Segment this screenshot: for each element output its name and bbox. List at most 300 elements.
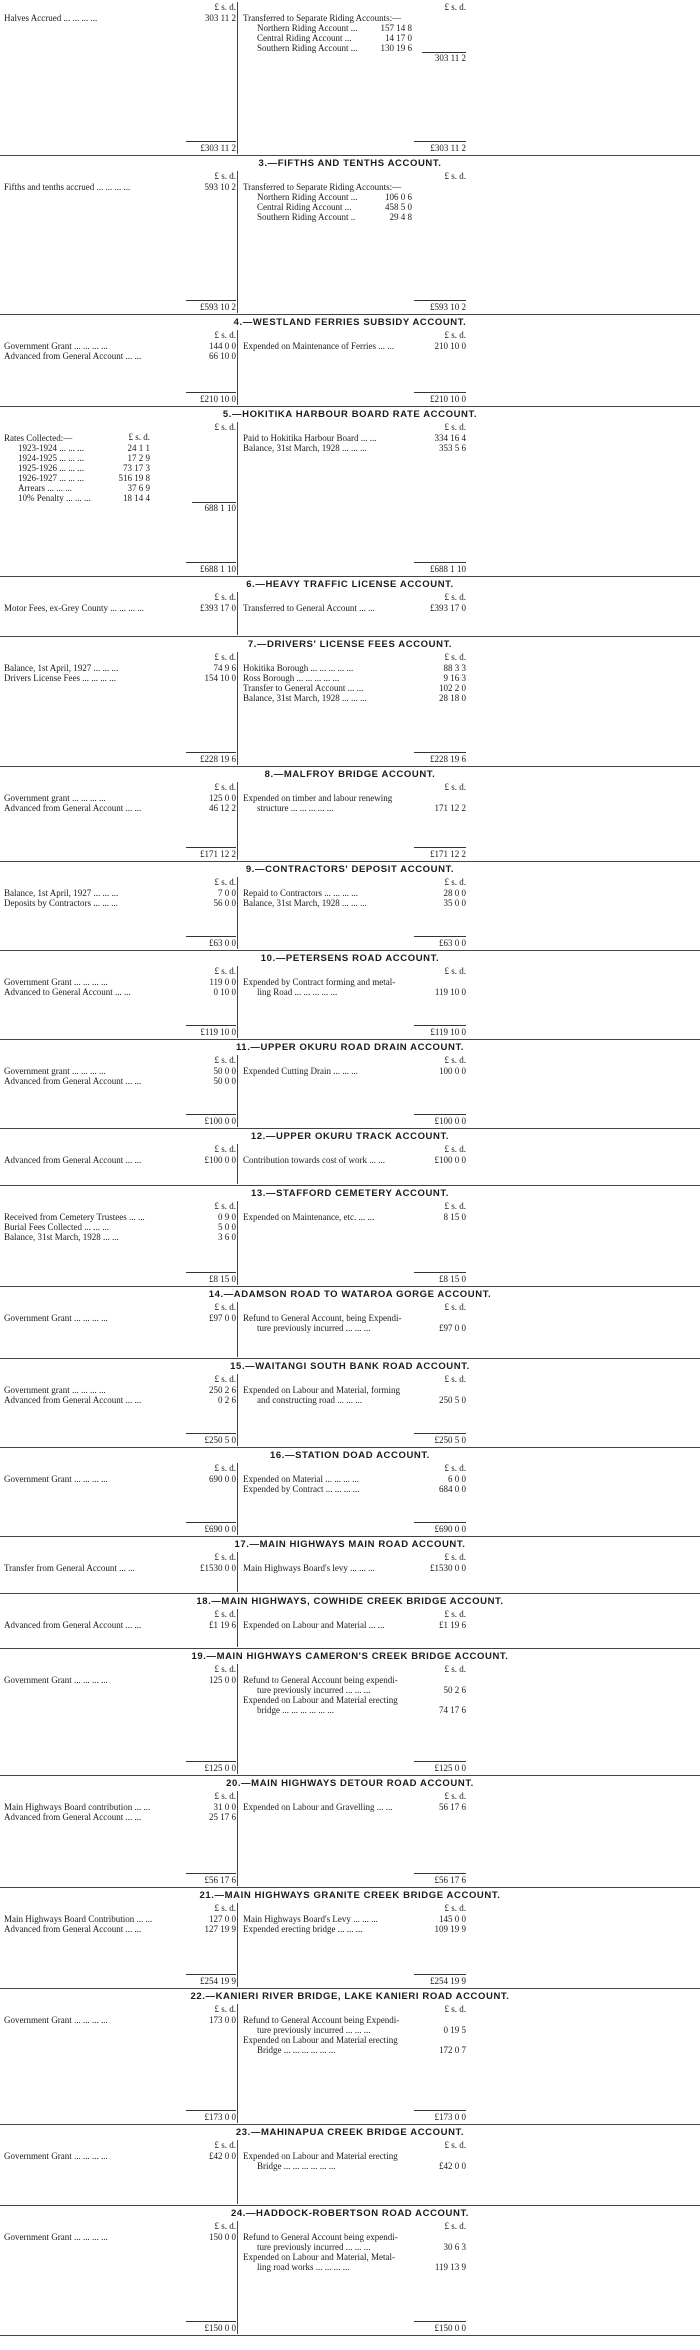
credit-currency-header: £ s. d. (444, 1144, 466, 1154)
left-entry-amount: 150 0 0 (209, 2232, 236, 2242)
credit-currency-header: £ s. d. (444, 2221, 466, 2231)
total-rule (186, 562, 236, 563)
account-title: 6.—HEAVY TRAFFIC LICENSE ACCOUNT. (246, 579, 454, 590)
left-entry-label: Burial Fees Collected ... ... ... (4, 1222, 109, 1232)
debit-sub-currency-header: £ s. d. (128, 432, 150, 442)
left-entry-label: Motor Fees, ex-Grey County ... ... ... ... (4, 603, 144, 613)
right-entry-amount: 119 10 0 (434, 987, 466, 997)
account-title: 18.—MAIN HIGHWAYS, COWHIDE CREEK BRIDGE ACCOUNT. (196, 1596, 504, 1607)
right-entry-label: Expended by Contract ... ... ... ... (243, 1484, 360, 1494)
debit-currency-header: £ s. d. (214, 782, 236, 792)
right-entry-label: Expended on Maintenance, etc. ... ... (243, 1212, 375, 1222)
debit-currency-header: £ s. d. (214, 1055, 236, 1065)
left-entry-amount: 25 17 6 (209, 1812, 236, 1822)
right-entry-amount: £97 0 0 (439, 1323, 466, 1333)
account-section (0, 1888, 700, 1989)
left-entry-label: Balance, 1st April, 1927 ... ... ... (4, 663, 119, 673)
total-rule (414, 752, 466, 753)
debit-currency-header: £ s. d. (214, 1144, 236, 1154)
account-section (0, 0, 700, 156)
left-entry-label: 1924-1925 ... ... ... (18, 453, 84, 463)
account-title: 7.—DRIVERS' LICENSE FEES ACCOUNT. (247, 639, 453, 650)
left-entry-amount: 7 0 0 (218, 888, 236, 898)
left-entry-amount: 5 0 0 (218, 1222, 236, 1232)
account-section (0, 767, 700, 862)
right-entry-label: Hokitika Borough ... ... ... ... ... (243, 663, 354, 673)
debit-total: £56 17 6 (204, 1875, 236, 1885)
right-entry-label: Refund to General Account being expendi- (243, 2232, 398, 2242)
total-rule (186, 392, 236, 393)
account-section (0, 1129, 700, 1186)
column-divider (237, 2140, 238, 2204)
credit-total: £63 0 0 (439, 938, 466, 948)
right-entry-label: structure ... ... ... ... ... (257, 803, 334, 813)
right-entry-label: Southern Riding Account .. (257, 212, 356, 222)
left-entry-sub-amount: 73 17 3 (123, 463, 150, 473)
right-entry-label: Bridge ... ... ... ... ... ... (257, 2045, 336, 2055)
left-entry-label: 1923-1924 ... ... ... (18, 443, 84, 453)
account-title: 22.—KANIERI RIVER BRIDGE, LAKE KANIERI ROAD ACCOUNT. (190, 1991, 510, 2002)
total-rule (414, 936, 466, 937)
left-entry-label: 1925-1926 ... ... ... (18, 463, 84, 473)
left-entry-amount: 593 10 2 (204, 182, 236, 192)
debit-total: £125 0 0 (204, 1763, 236, 1773)
left-entry-label: Advanced from General Account ... ... (4, 1924, 142, 1934)
debit-currency-header: £ s. d. (214, 1791, 236, 1801)
account-section (0, 862, 700, 951)
left-entry-label: Advanced from General Account ... ... (4, 1812, 142, 1822)
left-entry-amount: 50 0 0 (213, 1066, 236, 1076)
left-entry-label: Advanced from General Account ... ... (4, 351, 142, 361)
right-entry-amount: 684 0 0 (439, 1484, 466, 1494)
column-divider (237, 782, 238, 860)
account-title: 21.—MAIN HIGHWAYS GRANITE CREEK BRIDGE ACCOUNT. (199, 1890, 501, 1901)
column-divider (237, 171, 238, 313)
debit-total: £100 0 0 (204, 1116, 236, 1126)
left-entry-label: Advanced from General Account ... ... (4, 1076, 142, 1086)
left-entry-amount: 173 0 0 (209, 2015, 236, 2025)
credit-currency-header: £ s. d. (444, 422, 466, 432)
account-title: 19.—MAIN HIGHWAYS CAMERON'S CREEK BRIDGE ACCOUNT. (191, 1651, 509, 1662)
left-entry-label: Government grant ... ... ... ... (4, 793, 106, 803)
account-section (0, 1186, 700, 1287)
right-entry-amount: 88 3 3 (443, 663, 466, 673)
left-entry-label: Government Grant ... ... ... ... (4, 2151, 108, 2161)
right-entry-label: Repaid to Contractors ... ... ... ... (243, 888, 358, 898)
column-divider (237, 1463, 238, 1535)
right-entry-amount: 210 10 0 (434, 341, 466, 351)
credit-currency-header: £ s. d. (444, 1609, 466, 1619)
right-entry-label: Northern Riding Account ... (257, 192, 358, 202)
credit-total: £250 5 0 (434, 1435, 466, 1445)
left-entry-amount: 66 10 0 (209, 351, 236, 361)
account-title: 15.—WAITANGI SOUTH BANK ROAD ACCOUNT. (230, 1361, 470, 1372)
right-entry-label: Expended on timber and labour renewing (243, 793, 393, 803)
right-entry-label: Transfer to General Account ... ... (243, 683, 364, 693)
right-entry-label: Bridge ... ... ... ... ... ... (257, 2161, 336, 2171)
debit-total: £210 10 0 (200, 394, 236, 404)
credit-currency-header: £ s. d. (444, 1463, 466, 1473)
right-entry-amount: £42 0 0 (439, 2161, 466, 2171)
debit-currency-header: £ s. d. (214, 1302, 236, 1312)
credit-total: £125 0 0 (434, 1763, 466, 1773)
debit-currency-header: £ s. d. (214, 1664, 236, 1674)
column-divider (237, 1144, 238, 1184)
left-entry-label: Arrears ... ... ... (18, 483, 72, 493)
right-entry-label: Balance, 31st March, 1928 ... ... ... (243, 898, 367, 908)
debit-currency-header: £ s. d. (214, 1609, 236, 1619)
total-rule (186, 1974, 236, 1975)
total-rule (186, 847, 236, 848)
left-entry-label: Government Grant ... ... ... ... (4, 341, 108, 351)
right-entry-label: Expended on Labour and Material, Metal- (243, 2252, 395, 2262)
account-title: 11.—UPPER OKURU ROAD DRAIN ACCOUNT. (235, 1042, 465, 1053)
column-divider (237, 1609, 238, 1647)
right-entry-amount: 56 17 6 (439, 1802, 466, 1812)
credit-currency-header: £ s. d. (444, 1791, 466, 1801)
left-entry-label: Government grant ... ... ... ... (4, 1066, 106, 1076)
left-entry-sub-amount: 37 6 9 (127, 483, 150, 493)
total-rule (414, 1873, 466, 1874)
left-entry-label: Advanced to General Account ... ... (4, 987, 131, 997)
right-entry-label: Refund to General Account being Expendi- (243, 2015, 400, 2025)
right-entry-label: Expended on Labour and Material erecting (243, 1695, 398, 1705)
credit-currency-header: £ s. d. (444, 1552, 466, 1562)
left-entry-amount: 690 0 0 (209, 1474, 236, 1484)
account-section (0, 2206, 700, 2336)
left-entry-amount: 50 0 0 (213, 1076, 236, 1086)
debit-total: £8 15 0 (209, 1274, 236, 1284)
left-entry-sub-amount: 24 1 1 (127, 443, 150, 453)
right-entry-label: Expended on Maintenance of Ferries ... ... (243, 341, 394, 351)
right-entry-label: Expended on Labour and Material, forming (243, 1385, 400, 1395)
account-section (0, 1594, 700, 1649)
column-divider (237, 1055, 238, 1127)
right-entry-amount: 100 0 0 (439, 1066, 466, 1076)
total-rule (186, 141, 236, 142)
right-entry-amount: 109 19 9 (434, 1924, 466, 1934)
account-section (0, 1359, 700, 1448)
right-entry-label: Central Riding Account ... (257, 33, 352, 43)
column-divider (237, 1302, 238, 1357)
left-entry-label: Advanced from General Account ... ... (4, 1620, 142, 1630)
total-rule (186, 1433, 236, 1434)
right-entry-label: ture previously incurred ... ... ... (257, 1323, 371, 1333)
left-entry-label: Advanced from General Account ... ... (4, 1155, 142, 1165)
right-entry-label: Transferred to General Account ... ... (243, 603, 375, 613)
total-rule (186, 1522, 236, 1523)
account-section (0, 1649, 700, 1776)
debit-total: £119 10 0 (200, 1027, 236, 1037)
right-entry-label: Expended erecting bridge ... ... ... (243, 1924, 363, 1934)
account-title: 20.—MAIN HIGHWAYS DETOUR ROAD ACCOUNT. (226, 1778, 474, 1789)
total-rule (186, 1272, 236, 1273)
column-divider (237, 1664, 238, 1774)
right-entry-amount: 30 6 3 (443, 2242, 466, 2252)
left-entry-label: Balance, 31st March, 1928 ... ... (4, 1232, 119, 1242)
left-entry-amount: 3 6 0 (218, 1232, 236, 1242)
right-entry-label: Northern Riding Account ... (257, 23, 358, 33)
right-entry-label: Southern Riding Account ... (257, 43, 358, 53)
total-rule (414, 300, 466, 301)
credit-currency-header: £ s. d. (444, 171, 466, 181)
account-title: 16.—STATION DOAD ACCOUNT. (270, 1450, 430, 1461)
total-rule (414, 562, 466, 563)
account-title: 13.—STAFFORD CEMETERY ACCOUNT. (251, 1188, 449, 1199)
left-entry-label: 10% Penalty ... ... ... (18, 493, 91, 503)
left-entry-label: Government Grant ... ... ... ... (4, 2015, 108, 2025)
column-divider (237, 2, 238, 154)
left-entry-label: Advanced from General Account ... ... (4, 1395, 142, 1405)
credit-total: £688 1 10 (430, 564, 466, 574)
account-section (0, 156, 700, 315)
left-entry-amount: £100 0 0 (204, 1155, 236, 1165)
left-entry-label: Drivers License Fees ... ... ... ... (4, 673, 116, 683)
right-entry-sub-amount: 157 14 8 (380, 23, 412, 33)
left-entry-amount: £97 0 0 (209, 1313, 236, 1323)
left-entry-amount: 688 1 10 (204, 503, 236, 513)
left-entry-amount: 154 10 0 (204, 673, 236, 683)
credit-currency-header: £ s. d. (444, 2, 466, 12)
debit-currency-header: £ s. d. (214, 1463, 236, 1473)
column-divider (237, 422, 238, 575)
right-entry-amount: 28 18 0 (439, 693, 466, 703)
credit-currency-header: £ s. d. (444, 652, 466, 662)
column-divider (237, 592, 238, 635)
debit-total: £250 5 0 (204, 1435, 236, 1445)
credit-currency-header: £ s. d. (444, 782, 466, 792)
right-entry-label: Expended by Contract forming and metal- (243, 977, 396, 987)
right-entry-label: Balance, 31st March, 1928 ... ... ... (243, 693, 367, 703)
account-section (0, 1040, 700, 1129)
total-rule (186, 2321, 236, 2322)
debit-total: £303 11 2 (200, 143, 236, 153)
right-entry-amount: 102 2 0 (439, 683, 466, 693)
account-section (0, 1448, 700, 1537)
debit-currency-header: £ s. d. (214, 330, 236, 340)
left-entry-amount: 144 0 0 (209, 341, 236, 351)
account-section (0, 315, 700, 407)
account-title: 12.—UPPER OKURU TRACK ACCOUNT. (250, 1131, 450, 1142)
account-title: 9.—CONTRACTORS' DEPOSIT ACCOUNT. (245, 864, 455, 875)
total-rule (414, 2321, 466, 2322)
right-entry-sub-amount: 458 5 0 (385, 202, 412, 212)
credit-currency-header: £ s. d. (444, 1374, 466, 1384)
column-divider (237, 652, 238, 765)
right-entry-amount: 172 0 7 (439, 2045, 466, 2055)
debit-currency-header: £ s. d. (214, 1552, 236, 1562)
debit-currency-header: £ s. d. (214, 1903, 236, 1913)
left-entry-amount: £42 0 0 (209, 2151, 236, 2161)
credit-currency-header: £ s. d. (444, 1664, 466, 1674)
right-entry-label: Balance, 31st March, 1928 ... ... ... (243, 443, 367, 453)
right-entry-label: Expended on Labour and Gravelling ... ... (243, 1802, 393, 1812)
right-entry-sub-amount: 29 4 8 (389, 212, 412, 222)
right-entry-label: Contribution towards cost of work ... ... (243, 1155, 385, 1165)
debit-currency-header: £ s. d. (214, 171, 236, 181)
right-entry-label: Expended on Labour and Material erecting (243, 2151, 398, 2161)
right-entry-label: Transferred to Separate Riding Accounts:— (243, 182, 402, 192)
debit-currency-header: £ s. d. (214, 2004, 236, 2014)
debit-total: £254 19 9 (200, 1976, 236, 1986)
debit-currency-header: £ s. d. (214, 592, 236, 602)
total-rule (414, 1025, 466, 1026)
left-entry-label: Government Grant ... ... ... ... (4, 977, 108, 987)
right-entry-amount: 303 11 2 (434, 53, 466, 63)
credit-currency-header: £ s. d. (444, 1201, 466, 1211)
left-entry-label: Halves Accrued ... ... ... ... (4, 13, 98, 23)
right-entry-amount: 50 2 6 (443, 1685, 466, 1695)
credit-total: £119 10 0 (430, 1027, 466, 1037)
total-rule (414, 1433, 466, 1434)
right-entry-label: Main Highways Board's Levy ... ... ... (243, 1914, 378, 1924)
credit-total: £173 0 0 (434, 2112, 466, 2122)
account-title: 4.—WESTLAND FERRIES SUBSIDY ACCOUNT. (233, 317, 467, 328)
left-entry-amount: 250 2 6 (209, 1385, 236, 1395)
credit-total: £593 10 2 (430, 302, 466, 312)
right-entry-label: Ross Borough ... ... ... ... ... (243, 673, 340, 683)
left-entry-sub-amount: 18 14 4 (123, 493, 150, 503)
right-entry-label: ture previously incurred ... ... ... (257, 2025, 371, 2035)
total-rule (186, 1114, 236, 1115)
right-entry-amount: 6 0 0 (448, 1474, 466, 1484)
credit-currency-header: £ s. d. (444, 2140, 466, 2150)
total-rule (186, 1761, 236, 1762)
right-entry-label: bridge ... ... ... ... ... ... (257, 1705, 334, 1715)
right-entry-amount: 250 5 0 (439, 1395, 466, 1405)
credit-currency-header: £ s. d. (444, 966, 466, 976)
account-section (0, 1537, 700, 1594)
debit-currency-header: £ s. d. (214, 1374, 236, 1384)
left-entry-amount: £1 19 6 (209, 1620, 236, 1630)
left-entry-amount: 31 0 0 (213, 1802, 236, 1812)
right-entry-label: Expended on Labour and Material erecting (243, 2035, 398, 2045)
debit-currency-header: £ s. d. (214, 2140, 236, 2150)
debit-currency-header: £ s. d. (214, 2, 236, 12)
debit-total: £173 0 0 (204, 2112, 236, 2122)
column-divider (237, 1552, 238, 1592)
column-divider (237, 330, 238, 405)
column-divider (237, 1374, 238, 1446)
right-entry-label: Expended Cutting Drain ... ... ... (243, 1066, 358, 1076)
credit-total: £690 0 0 (434, 1524, 466, 1534)
right-entry-amount: 119 13 9 (434, 2262, 466, 2272)
total-rule (414, 1522, 466, 1523)
total-rule (186, 300, 236, 301)
debit-currency-header: £ s. d. (214, 422, 236, 432)
left-entry-amount: 56 0 0 (213, 898, 236, 908)
right-entry-sub-amount: 14 17 0 (385, 33, 412, 43)
credit-total: £100 0 0 (434, 1116, 466, 1126)
column-divider (237, 2004, 238, 2123)
debit-currency-header: £ s. d. (214, 966, 236, 976)
total-rule (186, 1873, 236, 1874)
right-entry-label: ling Road ... ... ... ... ... (257, 987, 338, 997)
right-entry-amount: 9 16 3 (443, 673, 466, 683)
left-entry-label: Main Highways Board Contribution ... ... (4, 1914, 153, 1924)
left-entry-amount: 74 9 6 (213, 663, 236, 673)
right-entry-sub-amount: 130 19 6 (380, 43, 412, 53)
left-entry-label: Main Highways Board contribution ... ... (4, 1802, 151, 1812)
total-rule (186, 1025, 236, 1026)
account-section (0, 407, 700, 577)
debit-currency-header: £ s. d. (214, 2221, 236, 2231)
credit-total: £303 11 2 (430, 143, 466, 153)
left-entry-amount: 0 9 0 (218, 1212, 236, 1222)
debit-total: £63 0 0 (209, 938, 236, 948)
left-entry-amount: £393 17 0 (200, 603, 236, 613)
total-rule (186, 752, 236, 753)
left-entry-label: Transfer from General Account ... ... (4, 1563, 135, 1573)
right-entry-amount: 28 0 0 (443, 888, 466, 898)
total-rule (186, 2110, 236, 2111)
left-entry-amount: 119 0 0 (209, 977, 236, 987)
credit-currency-header: £ s. d. (444, 2004, 466, 2014)
debit-total: £690 0 0 (204, 1524, 236, 1534)
credit-currency-header: £ s. d. (444, 1302, 466, 1312)
total-rule (414, 847, 466, 848)
debit-total: £593 10 2 (200, 302, 236, 312)
total-rule (186, 936, 236, 937)
total-rule (414, 1761, 466, 1762)
credit-total: £171 12 2 (430, 849, 466, 859)
account-section (0, 951, 700, 1040)
account-section (0, 1776, 700, 1888)
left-entry-amount: 46 12 2 (209, 803, 236, 813)
account-section (0, 637, 700, 767)
column-divider (237, 2221, 238, 2334)
right-entry-amount: 171 12 2 (434, 803, 466, 813)
left-entry-amount: 0 10 0 (213, 987, 236, 997)
account-title: 5.—HOKITIKA HARBOUR BOARD RATE ACCOUNT. (222, 409, 478, 420)
right-entry-label: ling road works ... ... ... ... (257, 2262, 350, 2272)
total-rule (414, 1272, 466, 1273)
left-entry-amount: 127 0 0 (209, 1914, 236, 1924)
credit-total: £56 17 6 (434, 1875, 466, 1885)
credit-currency-header: £ s. d. (444, 1055, 466, 1065)
left-entry-label: Received from Cemetery Trustees ... ... (4, 1212, 145, 1222)
right-entry-amount: 0 19 5 (443, 2025, 466, 2035)
right-entry-label: Refund to General Account, being Expendi- (243, 1313, 402, 1323)
right-entry-label: Main Highways Board's levy ... ... ... (243, 1563, 375, 1573)
credit-total: £210 10 0 (430, 394, 466, 404)
account-title: 14.—ADAMSON ROAD TO WATAROA GORGE ACCOUNT. (208, 1289, 492, 1300)
right-entry-amount: 35 0 0 (443, 898, 466, 908)
debit-currency-header: £ s. d. (214, 1201, 236, 1211)
total-rule (414, 2110, 466, 2111)
column-divider (237, 1791, 238, 1886)
right-entry-label: Transferred to Separate Riding Accounts:— (243, 13, 402, 23)
right-entry-sub-amount: 106 0 6 (385, 192, 412, 202)
right-entry-label: Refund to General Account being expendi- (243, 1675, 398, 1685)
left-entry-sub-amount: 17 2 9 (127, 453, 150, 463)
left-entry-label: Government Grant ... ... ... ... (4, 1474, 108, 1484)
credit-currency-header: £ s. d. (444, 330, 466, 340)
debit-currency-header: £ s. d. (214, 652, 236, 662)
right-entry-amount: £1 19 6 (439, 1620, 466, 1630)
debit-total: £150 0 0 (204, 2323, 236, 2333)
account-title: 3.—FIFTHS AND TENTHS ACCOUNT. (258, 158, 442, 169)
credit-currency-header: £ s. d. (444, 592, 466, 602)
debit-currency-header: £ s. d. (214, 877, 236, 887)
right-entry-label: ture previously incurred ... ... ... (257, 1685, 371, 1695)
debit-total: £228 19 6 (200, 754, 236, 764)
right-entry-label: Expended on Labour and Material ... ... (243, 1620, 385, 1630)
left-entry-label: Advanced from General Account ... ... (4, 803, 142, 813)
right-entry-amount: 334 16 4 (434, 433, 466, 443)
left-entry-label: Government grant ... ... ... ... (4, 1385, 106, 1395)
credit-total: £150 0 0 (434, 2323, 466, 2333)
